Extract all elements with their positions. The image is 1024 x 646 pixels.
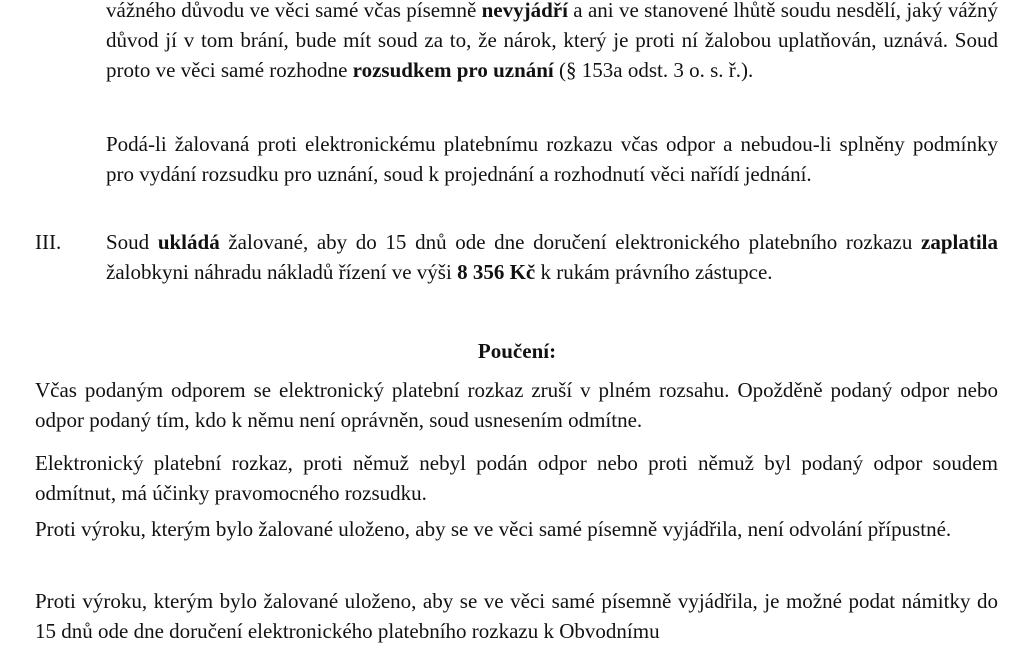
section-heading-instructions: Poučení: [477, 339, 557, 363]
instruction-paragraph-1: Včas podaným odporem se elektronický platební rozkaz zruší v plném rozsahu. Opožděně podaný odpor nebo odpor podaný tím, kdo k němu není oprávněn, soud usnesením odmítne. [35, 378, 998, 432]
text-run: k rukám právního zástupce. [535, 260, 773, 284]
section-numeral-iii: III. [35, 230, 62, 254]
paragraph-costs-order [106, 227, 998, 287]
text-run: žalované, aby do 15 dnů ode dne doručení elektronického platebního rozkazu [219, 230, 921, 254]
text-run: (§ 153a odst. 3 o. s. ř.). [553, 58, 754, 82]
paragraph-objection-hearing: Podá-li žalovaná proti elektronickému platebnímu rozkazu včas odpor a nebudou-li splněny podmínky pro vydání rozsudku pro uznání, soud k projednání a rozhodnutí věci nařídí jednání. [106, 132, 998, 186]
text-run: a ani ve stanovené lhůtě soudu nesdělí, jaký vážný důvod jí v tom brání, bude mít soud za to, že nárok, který je proti ní žalobou uplatňován, uznává. Soud proto ve věci samé rozhodne [106, 0, 998, 82]
text-run: Soud [106, 230, 158, 254]
bold-run: 8 356 Kč [457, 260, 536, 284]
bold-run: ukládá [157, 230, 220, 254]
bold-run: nevyjádří [481, 0, 568, 22]
bold-run: zaplatila [921, 230, 998, 254]
instruction-paragraph-4: Proti výroku, kterým bylo žalované uloženo, aby se ve věci samé písemně vyjádřila, je možné podat námitky do 15 dnů ode dne doručení elektronického platebního rozkazu k Obvodnímu [35, 589, 998, 643]
bold-run: rozsudkem pro uznání [352, 58, 554, 82]
instruction-paragraph-2: Elektronický platební rozkaz, proti němuž nebyl podán odpor nebo proti němuž byl podaný odpor soudem odmítnut, má účinky pravomocného rozsudku. [35, 451, 998, 505]
text-run: vážného důvodu ve věci samé včas písemně [106, 0, 482, 22]
text-run: žalobkyni náhradu nákladů řízení ve výši [106, 260, 458, 284]
instruction-paragraph-3: Proti výroku, kterým bylo žalované uloženo, aby se ve věci samé písemně vyjádřila, není odvolání přípustné. [35, 517, 952, 541]
paragraph-judgment-for-recognition [106, 0, 998, 85]
